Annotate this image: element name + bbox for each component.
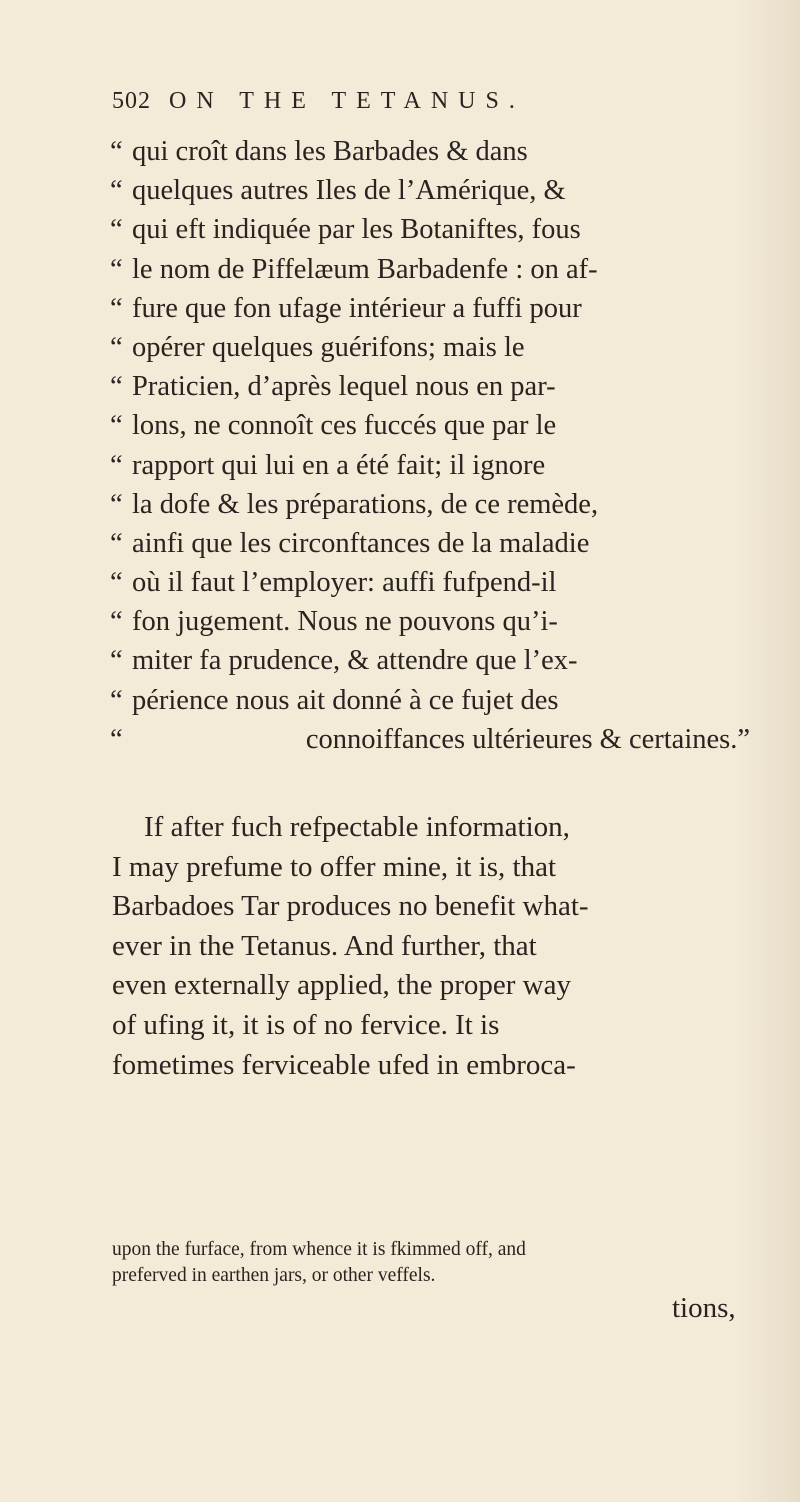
quote-line: “ lons, ne connoît ces fuccés que par le <box>110 406 750 445</box>
footnote-line: upon the furface, from whence it is fkimmed off, and <box>112 1239 526 1260</box>
quote-line: “ fure que fon ufage intérieur a fuffi pour <box>110 289 750 328</box>
quote-line: “ miter fa prudence, & attendre que l’ex- <box>110 641 750 680</box>
quote-line-text: qui croît dans les Barbades & dans <box>132 136 528 167</box>
quote-line-text: ainfi que les circonftances de la maladie <box>132 527 590 559</box>
quote-line: “ ainfi que les circonftances de la maladie <box>110 524 750 563</box>
quote-line-text: lons, ne connoît ces fuccés que par le <box>132 410 557 442</box>
body-line: ever in the Tetanus. And further, that <box>112 929 537 962</box>
quote-line: “ où il faut l’employer: auffi fufpend-il <box>110 563 750 602</box>
body-line: If after fuch refpectable information, <box>144 811 570 843</box>
body-line: of ufing it, it is of no fervice. It is <box>112 1008 500 1041</box>
quote-line-text: fure que fon ufage intérieur a fuffi pour <box>132 292 582 324</box>
quote-line-text: fon jugement. Nous ne pouvons qu’i- <box>132 606 558 638</box>
quote-line-text: rapport qui lui en a été fait; il ignore <box>132 449 546 481</box>
body-line: I may prefume to offer mine, it is, that <box>112 850 557 883</box>
footnote-line: preferved in earthen jars, or other veffels. <box>112 1265 436 1286</box>
quote-line: “ connoiffances ultérieures & certaines.” <box>110 720 750 759</box>
quote-line: “ qui croît dans les Barbades & dans <box>110 132 750 171</box>
quote-line-text: miter fa prudence, & attendre que l’ex- <box>132 645 578 677</box>
french-quotation <box>110 132 750 759</box>
quote-line: “ qui eft indiquée par les Botaniftes, fous <box>110 210 750 249</box>
quote-line: “ fon jugement. Nous ne pouvons qu’i- <box>110 602 750 641</box>
body-paragraph <box>112 808 752 1085</box>
body-line: Barbadoes Tar produces no benefit what- <box>112 890 589 923</box>
quote-line-text: Praticien, d’après lequel nous en par- <box>132 371 556 403</box>
body-line: even externally applied, the proper way <box>112 969 571 1002</box>
running-title: ON THE TETANUS. <box>169 88 525 114</box>
quote-line-text: le nom de Piffelæum Barbadenfe : on af- <box>132 253 598 285</box>
quote-line-text: opérer quelques guérifons; mais le <box>132 331 525 363</box>
footnote <box>112 1237 752 1289</box>
page-number: 502 <box>112 88 151 114</box>
quote-line: “ quelques autres Iles de l’Amérique, & <box>110 171 750 210</box>
quote-line-text: périence nous ait donné à ce fujet des <box>132 684 559 716</box>
quote-line: “ périence nous ait donné à ce fujet des <box>110 681 750 720</box>
quote-line-text: connoiffances ultérieures & certaines.” <box>305 723 750 755</box>
quote-line: “ le nom de Piffelæum Barbadenfe : on af- <box>110 250 750 289</box>
body-line: fometimes ferviceable ufed in embroca- <box>112 1048 576 1081</box>
quote-line-text: quelques autres Iles de l’Amérique, & <box>132 175 566 207</box>
quote-line: “ opérer quelques guérifons; mais le <box>110 328 750 367</box>
quote-line: “ Praticien, d’après lequel nous en par- <box>110 367 750 406</box>
quote-line-text: où il faut l’employer: auffi fufpend-il <box>132 567 557 599</box>
running-header <box>112 88 525 115</box>
catchword: tions, <box>672 1292 736 1324</box>
quote-line: “ la dofe & les préparations, de ce remède, <box>110 485 750 524</box>
quote-line: “ rapport qui lui en a été fait; il ignore <box>110 446 750 485</box>
quote-line-text: la dofe & les préparations, de ce remède, <box>132 488 599 520</box>
quote-line-text: qui eft indiquée par les Botaniftes, fous <box>132 214 581 246</box>
